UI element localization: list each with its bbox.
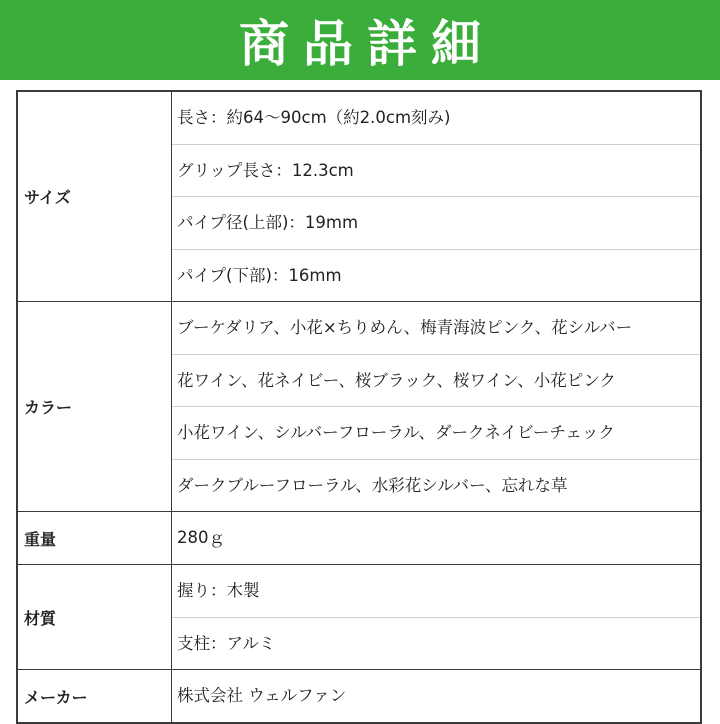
spec-value-weight [172,512,702,565]
spec-value-size [172,91,702,302]
size-grip-length: グリップ長さ：12.3cm [172,145,700,198]
spec-row-color [17,302,701,512]
spec-value-material [172,565,702,670]
size-pipe-lower: パイプ(下部)：16mm [177,265,342,285]
color-line: 小花ワイン、シルバーフローラル、ダークネイビーチェック [172,407,700,460]
spec-value-maker [172,670,702,724]
spec-label-material: 材質 [17,565,172,670]
spec-label-maker: メーカー [17,670,172,724]
material-shaft: 支柱：アルミ [177,633,276,653]
color-line: ダークブルーフローラル、水彩花シルバー、忘れな草 [177,475,568,495]
page-title: 商品詳細 [239,15,495,73]
color-line: ブーケダリア、小花×ちりめん、梅青海波ピンク、花シルバー [172,302,700,355]
color-line: 花ワイン、花ネイビー、桜ブラック、桜ワイン、小花ピンク [172,355,700,408]
spec-label-size: サイズ [17,91,172,302]
maker-value: 株式会社 ウェルファン [177,686,347,705]
spec-row-size [17,91,701,302]
size-pipe-upper: パイプ径(上部)：19mm [172,197,700,250]
spec-label-color: カラー [17,302,172,512]
product-spec-table [16,90,702,724]
spec-label-weight: 重量 [17,512,172,565]
header-banner [0,0,720,80]
weight-value: 280ｇ [177,528,225,547]
spec-row-weight [17,512,701,565]
spec-row-material [17,565,701,670]
spec-value-color [172,302,702,512]
size-length: 長さ：約64～90cm（約2.0cm刻み) [172,92,700,145]
spec-row-maker [17,670,701,724]
material-grip: 握り：木製 [172,565,700,618]
